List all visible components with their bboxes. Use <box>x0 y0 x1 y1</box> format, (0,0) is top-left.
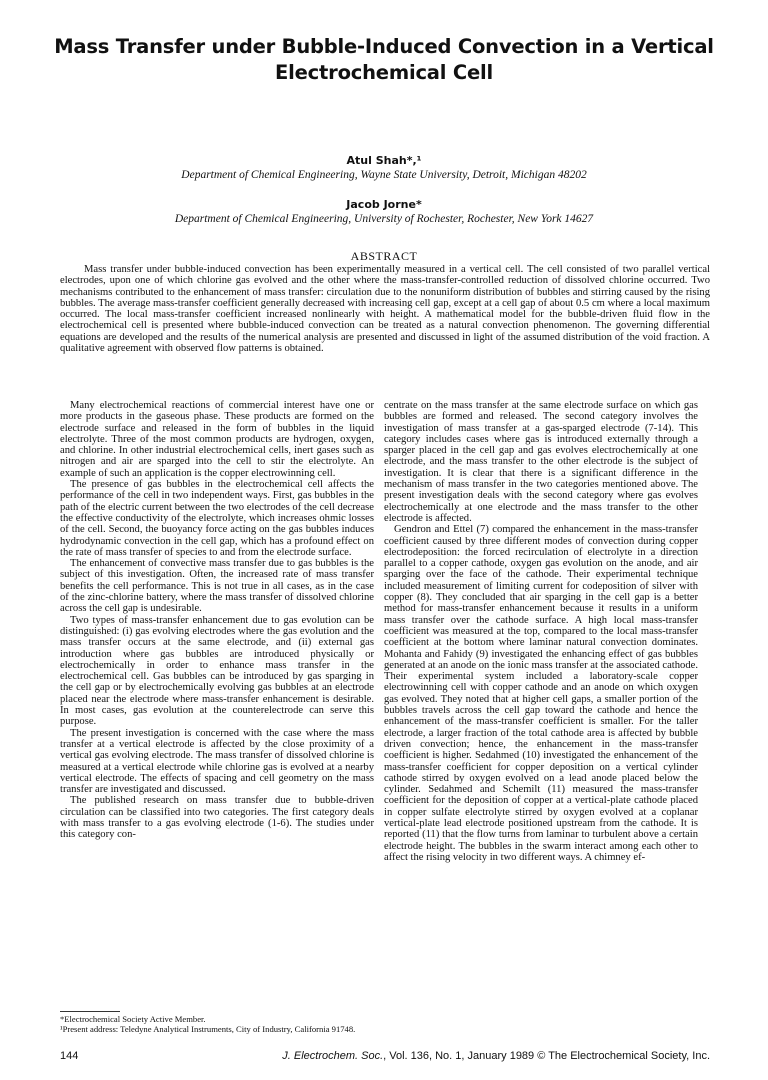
body-paragraph: Two types of mass-transfer enhancement due to gas evolution can be distinguished: (i) gas evolving electrodes where the gas evolution and the mass transfer occurs at the same electrode, and (ii) external gas introduction where gas bubbles are introduced physically or electrochemically in order to enhance mass transfer in the electrochemical cell. Gas bubbles can be introduced by gas sparging in the cell gap or by electrochemically evolving gas bubbles at an electrode placed near the electrode where mass-transfer enhancement is desirable. In most cases, gas evolution at the counterelectrode can serve this purpose. <box>60 614 374 728</box>
abstract-text: Mass transfer under bubble-induced convection has been experimentally measured in a vertical cell. The cell consisted of two parallel vertical electrodes, upon one of which chlorine gas evolved and the other where the mass-transfer-controlled reduction of dissolved chlorine occurred. Two mechanisms contributed to the enhancement of mass transfer: circulation due to the nonuniform distribution of bubbles and stirring caused by the rising bubbles. The average mass-transfer coefficient generally decreased with increasing cell gap, except at a cell gap of about 0.5 cm where a local maximum occurred. The local mass-transfer coefficient increased nonlinearly with height. A mathematical model for the bubble-driven fluid flow in the electrochemical cell is presented where bubble-induced convection can be treated as a natural convection phenomenon. The governing differential equations are developed and the results of the numerical analysis are presented and discussed in light of the assumed distribution of the void fraction. A qualitative agreement with observed flow patterns is obtained. <box>60 264 710 354</box>
body-paragraph: centrate on the mass transfer at the same electrode surface on which gas bubbles are formed and released. The second category involves the investigation of mass transfer at a gas-sparged electrode (7-14). This category includes cases where gas is introduced externally through a sparger placed in the cell gap and gas evolves electrochemically at one electrode, and the mass transfer to the other electrode is the subject of investigation. It is clear that there is a significant difference in the mechanism of mass transfer in the two categories mentioned above. The present investigation deals with the second category where gas evolves electrochemically at one electrode and the mass transfer to the other electrode is affected. <box>384 400 698 524</box>
body-paragraph: Gendron and Ettel (7) compared the enhancement in the mass-transfer coefficient caused by three different modes of convection during copper electrodeposition: the forced recirculation of electrolyte in a direction parallel to a copper cathode, oxygen gas evolution on the anode, and air sparging over the face of the cathode. Their experimental technique included measurement of limiting current for codeposition of silver with copper (8). They concluded that air sparging in the cell gap is a better method for mass-transfer enhancement because it results in a uniform mass transfer over the cathode surface. A high local mass-transfer coefficient was measured at the top, compared to the local mass-transfer coefficient at the bottom where laminar natural convection dominates. Mohanta and Fahidy (9) investigated the enhancing effect of gas bubbles generated at an anode on the ionic mass transfer at the associated cathode. Their experimental system included a laboratory-scale copper electrowinning cell with copper cathode and an anode on which oxygen gas evolved. They noted that at higher cell gaps, a smaller portion of the bubbles travels across the cell gap toward the cathode and hence the enhancement of the mass-transfer coefficient is smaller. For the taller electrode, a larger fraction of the total cathode area is affected by bubble driven convection; hence, the enhancement in the mass-transfer coefficient is higher. Sedahmed (10) investigated the enhancement of the mass-transfer coefficient for copper deposition on a vertical cylinder cathode stirred by oxygen evolved on a lead anode placed below the cylinder. Sedahmed and Schemilt (11) measured the mass-transfer coefficient for the deposition of copper at a vertical-plate cathode placed in copper sulfate electrolyte stirred by oxygen evolved at a coplanar vertical-plate lead electrode positioned upstream from the cathode. It is reported (11) that the flow turns from laminar to turbulent above a certain electrode height. The bubbles in the swarm interact among each other to affect the rising velocity in two different ways. A chimney ef- <box>384 524 698 863</box>
citation-details: , Vol. 136, No. 1, January 1989 © The Electrochemical Society, Inc. <box>383 1050 710 1062</box>
body-paragraph: The present investigation is concerned with the case where the mass transfer at a vertical electrode is affected by the close proximity of a vertical gas evolving electrode. The mass transfer of dissolved chlorine is measured at a vertical electrode while chlorine gas is evolved at a nearby vertical electrode. The effects of spacing and cell geometry on the mass transfer are investigated and discussed. <box>60 727 374 796</box>
abstract-heading: ABSTRACT <box>350 249 418 263</box>
footnotes <box>60 1015 374 1034</box>
body-paragraph: The published research on mass transfer due to bubble-driven circulation can be classified into two categories. The first category deals with mass transfer to a gas evolving electrode (1-6). The studies under this category con- <box>60 795 374 841</box>
author-name: Jacob Jorne* <box>346 198 422 211</box>
footnote-divider <box>60 1011 120 1012</box>
body-paragraph: Many electrochemical reactions of commercial interest have one or more products in the gaseous phase. These products are formed on the electrode surface and released in the form of bubbles in the liquid electrolyte. Three of the most common products are hydrogen, oxygen, and chlorine. In other industrial electrochemical cells, inert gases such as nitrogen and air are sparged into the cell to stir the electrolyte. An example of such an application is the copper electrowinning cell. <box>60 400 374 479</box>
footnote: *Electrochemical Society Active Member. <box>60 1014 206 1024</box>
body-column-right <box>384 400 698 863</box>
author-affiliation: Department of Chemical Engineering, University of Rochester, Rochester, New York 14627 <box>174 213 594 225</box>
body-column-left <box>60 400 374 841</box>
page-number: 144 <box>60 1050 79 1062</box>
journal-citation <box>282 1050 710 1062</box>
journal-name: J. Electrochem. Soc. <box>282 1050 384 1062</box>
body-paragraph: The enhancement of convective mass transfer due to gas bubbles is the subject of this investigation. Often, the increased rate of mass transfer benefits the cell performance. This is not true in all cases, as in the case of the zinc-chlorine battery, where the mass transfer of dissolved chlorine across the cell gap is undesirable. <box>60 558 374 615</box>
author-name: Atul Shah*,¹ <box>346 154 422 167</box>
body-paragraph: The presence of gas bubbles in the electrochemical cell affects the performance of the cell in two independent ways. First, gas bubbles in the path of the electric current between the two electrodes of the cell decrease the effective conductivity of the electrolyte, which increases ohmic losses of the cell. Second, the buoyancy force acting on the gas bubbles induces hydrodynamic convection in the cell gap, which has a profound effect on the rate of mass transfer of species to and from the electrode surface. <box>60 479 374 558</box>
paper-title: Mass Transfer under Bubble-Induced Convection in a Vertical Electrochemical Cell <box>54 35 714 84</box>
footnote: ¹Present address: Teledyne Analytical Instruments, City of Industry, California 91748. <box>60 1023 356 1034</box>
author-affiliation: Department of Chemical Engineering, Wayne State University, Detroit, Michigan 48202 <box>181 169 587 181</box>
